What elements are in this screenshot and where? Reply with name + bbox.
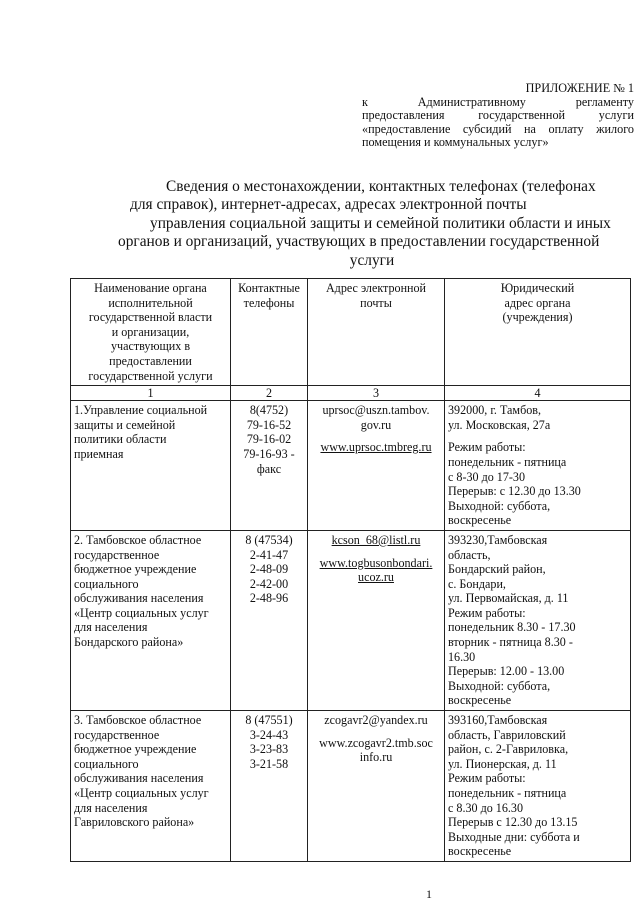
text-line: 2-48-09 <box>249 562 289 577</box>
phones-cell <box>231 711 308 862</box>
table-row <box>71 530 631 710</box>
text-line: Выходные дни: суббота и <box>448 829 580 844</box>
text-line: Бондарского района» <box>74 635 184 650</box>
text-line: область, Гавриловский <box>448 727 566 742</box>
text-line: Перерыв с 12.30 до 13.15 <box>448 815 578 830</box>
website-link[interactable] <box>311 556 441 585</box>
text-line: телефоны <box>243 295 295 310</box>
working-hours <box>448 440 627 528</box>
legal-address <box>448 713 627 771</box>
header-cell-email <box>308 279 445 386</box>
text-line: социального <box>74 756 139 771</box>
working-hours <box>448 606 627 708</box>
title-line: органов и организаций, участвующих в предоставлении государственной <box>118 233 600 251</box>
text-line: Выходной: суббота, <box>448 498 551 513</box>
text-line: обслуживания населения <box>74 771 204 786</box>
org-name-cell <box>71 401 231 531</box>
title-line: управления социальной защиты и семейной политики области и иных <box>150 214 611 232</box>
header-cell-address <box>445 279 631 386</box>
org-name-cell <box>71 530 231 710</box>
text-line: исполнительной <box>108 295 193 310</box>
email-address[interactable] <box>311 713 441 728</box>
text-line: социального <box>74 576 139 591</box>
address-cell <box>445 401 631 531</box>
text-line: государственное <box>74 727 160 742</box>
text-line: для населения <box>74 620 148 635</box>
text-line: понедельник 8.30 - 17.30 <box>448 620 576 635</box>
website-link[interactable] <box>311 736 441 765</box>
text-line: с. Бондари, <box>448 576 506 591</box>
text-line: государственное <box>74 547 160 562</box>
text-line: воскресенье <box>448 844 512 859</box>
appendix-line: «предоставление субсидий на оплату жилого <box>362 121 634 136</box>
text-line: политики области <box>74 432 167 447</box>
column-number: 3 <box>308 386 445 401</box>
address-cell <box>445 711 631 862</box>
table-row <box>71 401 631 531</box>
text-line: Адрес электронной <box>325 281 427 295</box>
text-line: факс <box>256 461 282 476</box>
text-line: 2-48-96 <box>249 591 289 606</box>
email-address[interactable] <box>311 533 441 548</box>
org-name-cell <box>71 711 231 862</box>
table-header-row <box>71 279 631 386</box>
text-line: kcson_68@listl.ru <box>331 532 421 547</box>
text-line: 79-16-52 <box>246 417 292 432</box>
text-line: ул. Пионерская, д. 11 <box>448 756 557 771</box>
text-line: обслуживания населения <box>74 591 204 606</box>
text-line: Выходной: суббота, <box>448 678 551 693</box>
title-line: Сведения о местонахождении, контактных телефонах (телефонах <box>166 178 596 195</box>
text-line: участвующих в <box>110 339 191 354</box>
text-line: ucoz.ru <box>358 570 394 585</box>
legal-address <box>448 403 627 432</box>
text-line: 3. Тамбовское областное <box>74 713 202 728</box>
text-line: Перерыв: 12.00 - 13.00 <box>448 664 565 679</box>
text-line: info.ru <box>359 750 393 765</box>
text-line: 3-23-83 <box>249 742 289 757</box>
text-line: uprsoc@uszn.tambov. <box>322 403 430 418</box>
appendix-line: к Административному регламенту <box>362 94 634 109</box>
text-line: понедельник - пятница <box>448 454 567 469</box>
text-line: и организации, <box>111 324 190 339</box>
page-number: 1 <box>426 887 432 901</box>
text-line: www.uprsoc.tmbreg.ru <box>320 440 432 455</box>
text-line: «Центр социальных услуг <box>74 786 209 800</box>
text-line: защиты и семейной <box>74 417 176 432</box>
text-line: www.zcogavr2.tmb.soc <box>319 735 433 750</box>
text-line: вторник - пятница 8.30 - <box>448 635 573 650</box>
email-cell <box>308 401 445 531</box>
document-title <box>118 178 611 270</box>
text-line: 8 (47534) <box>245 532 293 547</box>
text-line: 8 (47551) <box>245 713 293 728</box>
text-line: область, <box>448 547 491 562</box>
working-hours <box>448 771 627 859</box>
text-line: 3-21-58 <box>249 756 289 771</box>
phones-cell <box>231 530 308 710</box>
text-line: адрес органа <box>504 295 571 310</box>
appendix-line: предоставления государственной услуги <box>362 108 634 123</box>
text-line: понедельник - пятница <box>448 786 567 800</box>
text-line: zcogavr2@yandex.ru <box>324 713 428 728</box>
text-line: воскресенье <box>448 693 512 708</box>
text-line: 79-16-02 <box>246 432 292 447</box>
address-cell <box>445 530 631 710</box>
text-line: предоставлении <box>109 353 192 368</box>
text-line: 392000, г. Тамбов, <box>448 403 542 418</box>
column-number: 4 <box>445 386 631 401</box>
text-line: 2-42-00 <box>249 576 289 591</box>
appendix-number: ПРИЛОЖЕНИЕ № 1 <box>525 81 634 95</box>
header-cell-organization <box>71 279 231 386</box>
text-line: государственной услуги <box>88 368 213 383</box>
text-line: 8(4752) <box>249 403 289 418</box>
email-cell <box>308 530 445 710</box>
header-cell-phones <box>231 279 308 386</box>
text-line: 3-24-43 <box>249 727 289 742</box>
text-line: 1.Управление социальной <box>74 403 208 418</box>
text-line: приемная <box>74 446 124 461</box>
text-line: Контактные <box>238 281 300 295</box>
text-line: ул. Московская, 27а <box>448 417 551 432</box>
legal-address <box>448 533 627 606</box>
text-line: Юридический <box>500 281 575 295</box>
text-line: www.togbusonbondari. <box>319 555 433 570</box>
title-line: для справок), интернет-адресах, адресах электронной почты <box>130 196 527 214</box>
text-line: 393160,Тамбовская <box>448 713 548 728</box>
text-line: почты <box>360 295 392 310</box>
title-line: услуги <box>349 251 395 269</box>
text-line: gov.ru <box>360 417 392 432</box>
text-line: «Центр социальных услуг <box>74 605 209 620</box>
text-line: бюджетное учреждение <box>74 562 197 577</box>
phones-cell <box>231 401 308 531</box>
email-address[interactable] <box>311 403 441 432</box>
table-row <box>71 711 631 862</box>
text-line: 393230,Тамбовская <box>448 532 548 547</box>
text-line: бюджетное учреждение <box>74 742 197 757</box>
email-cell <box>308 711 445 862</box>
text-line: с 8.30 до 16.30 <box>448 800 524 815</box>
text-line: Режим работы: <box>448 605 526 620</box>
text-line: для населения <box>74 800 148 815</box>
contacts-table <box>70 278 631 862</box>
text-line: Режим работы: <box>448 771 526 786</box>
text-line: 16.30 <box>448 649 476 664</box>
text-line: Бондарский район, <box>448 562 546 577</box>
column-number: 1 <box>71 386 231 401</box>
text-line: государственной власти <box>88 310 213 325</box>
text-line: 2. Тамбовское областное <box>74 532 202 547</box>
text-line: Гавриловского района» <box>74 815 195 830</box>
text-line: воскресенье <box>448 513 512 528</box>
column-number: 2 <box>231 386 308 401</box>
text-line: (учреждения) <box>502 310 573 325</box>
text-line: Режим работы: <box>448 440 526 455</box>
text-line: 2-41-47 <box>249 547 289 562</box>
text-line: ул. Первомайская, д. 11 <box>448 591 569 606</box>
text-line: 79-16-93 - <box>243 446 295 461</box>
text-line: Перерыв: с 12.30 до 13.30 <box>448 484 581 499</box>
text-line: с 8-30 до 17-30 <box>448 469 526 484</box>
column-number-row <box>71 386 631 401</box>
appendix-block <box>362 82 634 150</box>
appendix-line: помещения и коммунальных услуг» <box>362 135 549 150</box>
website-link[interactable] <box>311 440 441 455</box>
text-line: район, с. 2-Гавриловка, <box>448 742 569 757</box>
text-line: Наименование органа <box>94 281 207 295</box>
